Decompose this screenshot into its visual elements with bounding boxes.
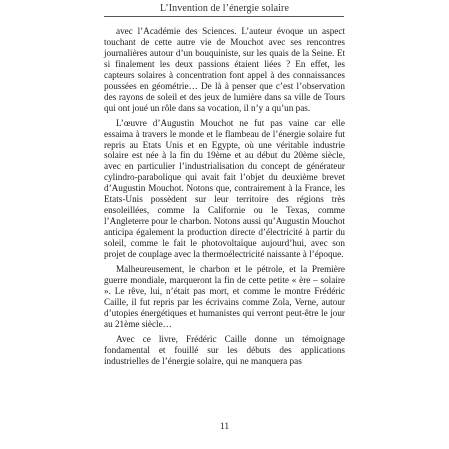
page-number: 11 — [219, 422, 230, 432]
paragraph-2: L’œuvre d’Augustin Mouchot ne fut pas vaine car elle essaima à travers le monde et le flambeau de l’énergie solaire fut repris au Etats Unis et en Egypte, où une véritable industrie solaire est née à la fin du 19ème et au début du 20ème siècle, avec en particulier l’industrialisation du concept de générateur cylindro-parabolique qui avait fait l’objet du deuxième brevet d’Augustin Mouchot. Notons que, contrairement à la France, les Etats-Unis possèdent sur leur territoire des régions très ensoleillées, comme la Californie ou le Texas, comme l’Angleterre pour le charbon. Notons aussi qu’Augustin Mouchot anticipa également la production directe d’électricité à partir du soleil, comme le fait le photovoltaïque aujourd’hui, avec son projet de couplage avec la thermoélectricité naissante à l’époque. — [104, 117, 345, 260]
paragraph-3: Malheureusement, le charbon et le pétrole, et la Première guerre mondiale, marqueront la fin de cette petite « ère – solaire ». Le rêve, lui, n’était pas mort, et comme le montre Frédéric Caille, il fut repris par les écrivains comme Zola, Verne, autour d’utopies énergétiques et humanistes qui verront peut-être le jour au 21ème siècle… — [104, 264, 345, 329]
paragraph-1: avec l’Académie des Sciences. L’auteur évoque un aspect touchant de cette autre vie de Mouchot avec ses rencontres journalières autour d’un bouquiniste, sur les quais de la Seine. Et si finalement les deux passions étaient liées ? En effet, les capteurs solaires à concentration font appel à des connaissances poussées en géométrie… De là à penser que c’est l’observation des rayons de soleil et des jeux de lumière dans sa ville de Tours qui ont joué un rôle dans sa vocation, il n’y a qu’un pas. — [104, 26, 345, 113]
body-text — [104, 26, 345, 371]
running-head: L’Invention de l’énergie solaire — [160, 3, 289, 14]
paragraph-4: Avec ce livre, Frédéric Caille donne un témoignage fondamental et fouillé sur les débuts des applications industrielles de l’énergie solaire, qui ne manquera pas — [104, 333, 345, 366]
header-rule — [104, 16, 344, 17]
